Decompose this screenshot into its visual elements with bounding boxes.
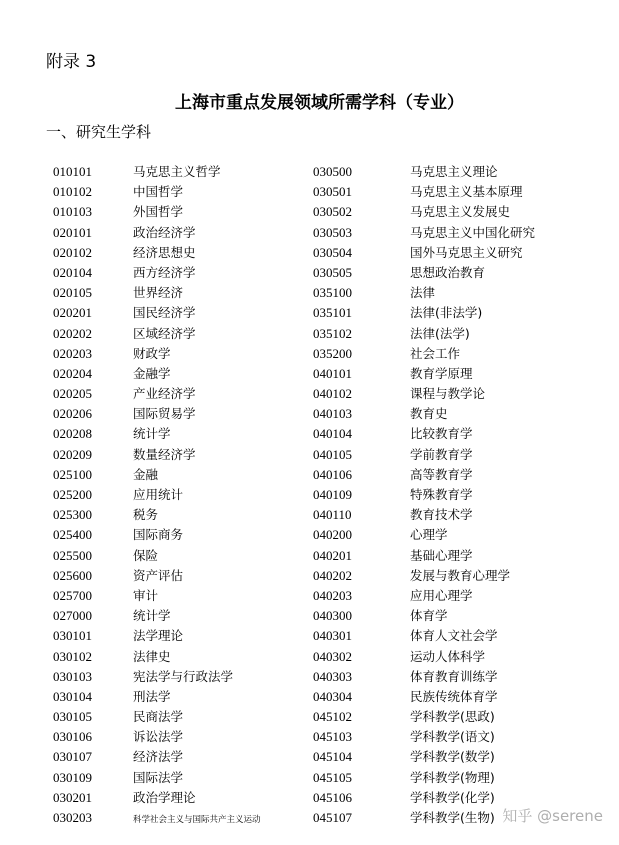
subject-code: 040203 xyxy=(313,587,352,603)
subject-name: 财政学 xyxy=(133,345,171,361)
subject-code: 025400 xyxy=(53,527,92,543)
subject-code: 035102 xyxy=(313,325,352,341)
subject-code: 045107 xyxy=(313,810,352,825)
subject-code: 040103 xyxy=(313,406,352,422)
subject-code: 045102 xyxy=(313,709,352,725)
subject-code: 010103 xyxy=(53,204,92,220)
subject-name: 资产评估 xyxy=(133,567,184,583)
subject-name: 保险 xyxy=(133,547,159,563)
subject-name: 世界经济 xyxy=(133,285,184,301)
subject-code: 030104 xyxy=(53,688,92,704)
subject-name: 学科教学(化学) xyxy=(410,789,495,805)
subject-name: 体育人文社会学 xyxy=(410,628,498,644)
document-title: 上海市重点发展领域所需学科（专业） xyxy=(175,93,464,113)
subject-name: 经济思想史 xyxy=(133,244,196,260)
subject-name: 法律 xyxy=(410,285,436,301)
subject-code: 020205 xyxy=(53,386,92,402)
subject-name: 学科教学(生物) xyxy=(410,810,495,825)
subject-name: 教育史 xyxy=(410,406,448,422)
subject-code: 030101 xyxy=(53,628,92,644)
subject-name: 学科教学(思政) xyxy=(410,709,495,725)
subject-code: 010101 xyxy=(53,164,92,179)
subject-code: 040102 xyxy=(313,386,352,402)
subject-code: 040201 xyxy=(313,547,352,563)
subject-code: 035101 xyxy=(313,305,352,321)
watermark: 知乎 @serene xyxy=(502,807,603,825)
subject-code: 027000 xyxy=(53,608,92,624)
subject-code: 030201 xyxy=(53,789,92,805)
subject-name: 宪法学与行政法学 xyxy=(133,668,234,684)
subject-name: 民族传统体育学 xyxy=(410,688,498,704)
subject-name: 社会工作 xyxy=(410,345,461,361)
subject-code: 025500 xyxy=(53,547,92,563)
subject-name: 教育学原理 xyxy=(410,365,473,381)
subject-code: 030203 xyxy=(53,810,92,825)
subject-code: 040303 xyxy=(313,668,352,684)
subject-code: 040202 xyxy=(313,567,352,583)
subject-code: 030102 xyxy=(53,648,92,664)
subject-code: 025300 xyxy=(53,507,92,523)
subject-name: 统计学 xyxy=(133,426,171,442)
subject-code: 020102 xyxy=(53,244,92,260)
subject-name: 民商法学 xyxy=(133,709,184,725)
subject-name: 诉讼法学 xyxy=(133,729,184,745)
subject-code: 025100 xyxy=(53,466,92,482)
subject-name: 马克思主义基本原理 xyxy=(410,184,523,200)
subject-name: 法律(法学) xyxy=(410,325,470,341)
subject-code: 030501 xyxy=(313,184,352,200)
subject-name: 运动人体科学 xyxy=(410,648,486,664)
subject-code: 035200 xyxy=(313,345,352,361)
subject-name: 金融 xyxy=(133,466,159,482)
subject-code: 040301 xyxy=(313,628,352,644)
subject-code: 010102 xyxy=(53,184,92,200)
subject-name: 学科教学(物理) xyxy=(410,769,495,785)
subject-code: 040200 xyxy=(313,527,352,543)
subject-code: 030106 xyxy=(53,729,92,745)
subject-code: 020101 xyxy=(53,224,92,240)
subject-name: 外国哲学 xyxy=(133,204,184,220)
subject-name: 马克思主义哲学 xyxy=(133,164,221,179)
subject-code: 045103 xyxy=(313,729,352,745)
subject-name: 国际贸易学 xyxy=(133,406,196,422)
subject-name: 国民经济学 xyxy=(133,305,196,321)
subject-name: 金融学 xyxy=(133,365,171,381)
subject-name: 经济法学 xyxy=(133,749,184,765)
subject-name: 审计 xyxy=(133,587,159,603)
subject-name: 政治学理论 xyxy=(133,789,196,805)
subject-name: 法律(非法学) xyxy=(410,305,483,321)
subject-name: 数量经济学 xyxy=(133,446,196,462)
subject-name: 教育技术学 xyxy=(410,507,473,523)
subject-code: 045105 xyxy=(313,769,352,785)
subject-code: 030504 xyxy=(313,244,352,260)
section-heading: 一、研究生学科 xyxy=(46,123,152,141)
subject-name: 特殊教育学 xyxy=(410,487,473,502)
subject-code: 020209 xyxy=(53,446,92,462)
subject-code: 030500 xyxy=(313,164,352,179)
subject-name: 中国哲学 xyxy=(133,184,184,200)
subject-code: 020201 xyxy=(53,305,92,321)
subject-name: 国际法学 xyxy=(133,769,184,785)
subject-code: 020204 xyxy=(53,365,92,381)
subject-name: 体育教育训练学 xyxy=(410,668,498,684)
subject-code: 030109 xyxy=(53,769,92,785)
subject-code: 040304 xyxy=(313,688,352,704)
subject-name: 学科教学(数学) xyxy=(410,749,495,765)
subject-code: 040101 xyxy=(313,365,352,381)
subject-name: 应用心理学 xyxy=(410,587,473,603)
subject-name: 发展与教育心理学 xyxy=(410,567,511,583)
subject-name: 心理学 xyxy=(410,527,448,543)
subject-code: 020202 xyxy=(53,325,92,341)
subject-code: 020105 xyxy=(53,285,92,301)
subject-name: 国外马克思主义研究 xyxy=(410,244,523,260)
subject-name: 刑法学 xyxy=(133,688,171,704)
subject-code: 040109 xyxy=(313,487,352,502)
subject-code: 025700 xyxy=(53,587,92,603)
subject-code: 040302 xyxy=(313,648,352,664)
subject-name: 税务 xyxy=(133,507,159,523)
subject-code: 020203 xyxy=(53,345,92,361)
subject-code: 040300 xyxy=(313,608,352,624)
subject-name: 学科教学(语文) xyxy=(410,729,495,745)
subject-name: 马克思主义理论 xyxy=(410,164,498,179)
subject-code: 030503 xyxy=(313,224,352,240)
subject-code: 030103 xyxy=(53,668,92,684)
subject-name: 产业经济学 xyxy=(133,386,196,402)
subject-code: 045104 xyxy=(313,749,352,765)
subject-code: 030502 xyxy=(313,204,352,220)
subject-name: 区域经济学 xyxy=(133,325,196,341)
subject-code: 020104 xyxy=(53,264,92,280)
subject-code: 040110 xyxy=(313,507,352,523)
subject-name: 应用统计 xyxy=(133,487,184,502)
subject-name: 西方经济学 xyxy=(133,264,196,280)
subject-name: 马克思主义发展史 xyxy=(410,204,511,220)
subject-code: 020206 xyxy=(53,406,92,422)
subject-name: 马克思主义中国化研究 xyxy=(410,224,536,240)
subject-code: 035100 xyxy=(313,285,352,301)
subject-code: 030107 xyxy=(53,749,92,765)
subject-name: 比较教育学 xyxy=(410,426,473,442)
subject-name: 思想政治教育 xyxy=(410,264,486,280)
subject-code: 025200 xyxy=(53,487,92,502)
subject-name: 科学社会主义与国际共产主义运动 xyxy=(133,815,261,825)
subject-name: 统计学 xyxy=(133,608,171,624)
subject-name: 法学理论 xyxy=(133,628,184,644)
annex-label: 附录 3 xyxy=(46,52,97,72)
subject-name: 课程与教学论 xyxy=(410,386,486,402)
subject-code: 020208 xyxy=(53,426,92,442)
subject-code: 030505 xyxy=(313,264,352,280)
subject-name: 法律史 xyxy=(133,648,171,664)
subject-code: 040105 xyxy=(313,446,352,462)
subject-name: 政治经济学 xyxy=(133,224,196,240)
subject-code: 045106 xyxy=(313,789,352,805)
subject-code: 025600 xyxy=(53,567,92,583)
subject-code: 030105 xyxy=(53,709,92,725)
subject-name: 国际商务 xyxy=(133,527,184,543)
subject-name: 体育学 xyxy=(410,608,448,624)
subject-code: 040104 xyxy=(313,426,352,442)
subject-name: 高等教育学 xyxy=(410,466,473,482)
subject-name: 学前教育学 xyxy=(410,446,473,462)
subject-name: 基础心理学 xyxy=(410,547,473,563)
subject-code: 040106 xyxy=(313,466,352,482)
